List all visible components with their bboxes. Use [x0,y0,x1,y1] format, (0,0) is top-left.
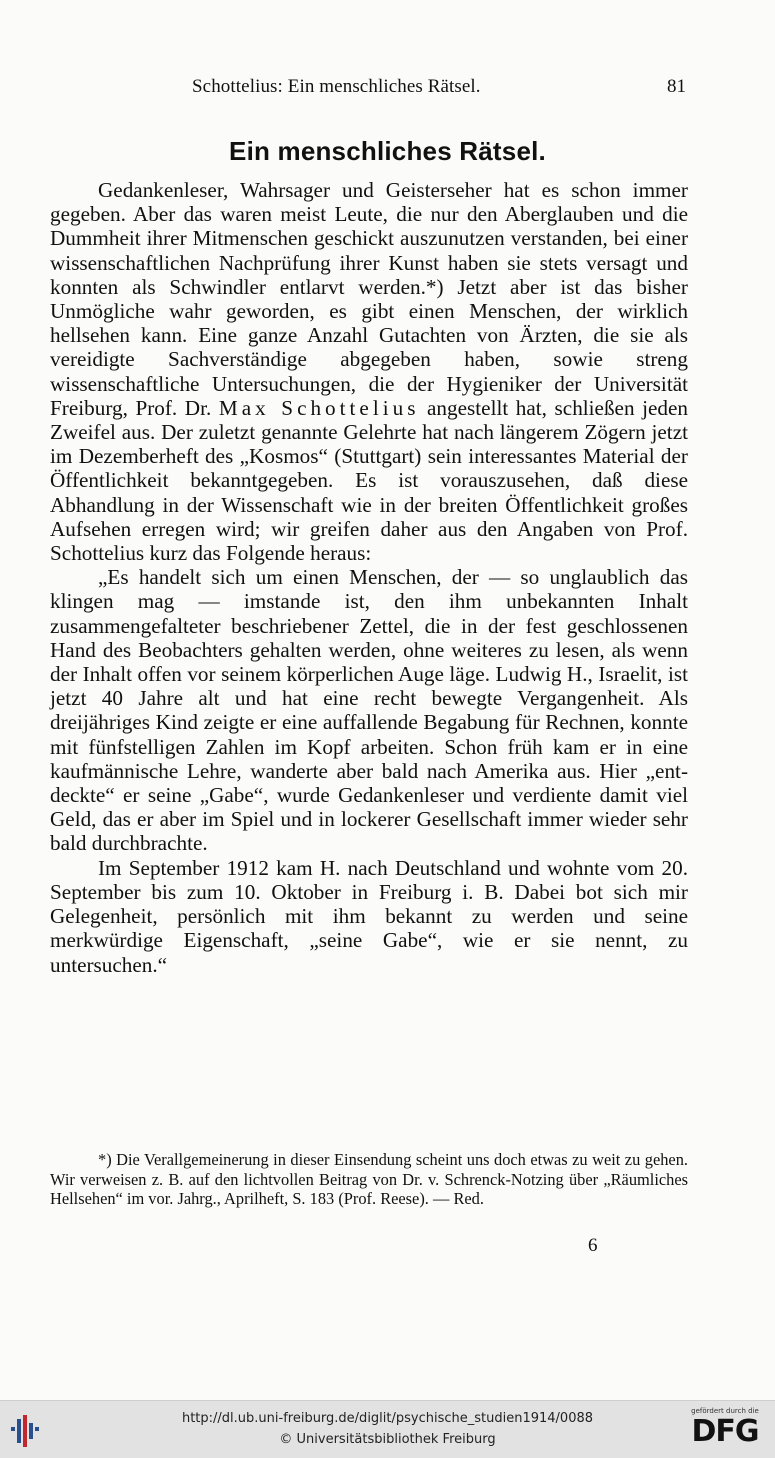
running-title: Schottelius: Ein menschliches Rätsel. [192,76,481,97]
dfg-caption: gefördert durch die [691,1407,759,1415]
dfg-logo: DFG [691,1414,759,1449]
footer-bar [0,1400,775,1458]
spaced-name: Max Schottelius [218,395,420,420]
paragraph-1 [50,178,688,565]
paragraph-2: „Es handelt sich um einen Menschen, der — so unglaublich das klingen mag — imstande ist, den ihm unbekannten Inhalt zusammengefalteter beschriebener Zettel, die in der fest geschlossenen Hand des Beobachters gehalten werden, ohne weiteres zu lesen, als wenn der Inhalt offen vor seinem körperlichen Auge läge. Ludwig H., Israelit, ist jetzt 40 Jahre alt und hat eine recht bewegte Vergangenheit. Als dreijähriges Kind zeigte er eine auffallende Begabung für Rechnen, konnte mit fünfstelligen Zahlen im Kopf arbeiten. Schon früh kam er in eine kaufmännische Lehre, wanderte aber bald nach Amerika aus. Hier „entdeckte“ er seine „Gabe“, wurde Gedankenleser und verdiente damit viel Geld, das er aber im Spiel und in lockerer Gesellschaft immer wieder sehr bald durchbrachte. [50,565,688,856]
footnote-text: *) Die Verallgemeinerung in dieser Einsendung scheint uns doch etwas zu weit zu gehen. Wir verweisen z. B. auf den lichtvollen Beitrag von Dr. v. Schrenck-Notzing über „Räumliches Hellsehen“ im vor. Jahrg., Aprilheft, S. 183 (Prof. Reese). — Red. [50,1150,688,1209]
running-head [50,76,688,100]
paragraph-1-part-b: angestellt hat, schließen jeden Zweifel aus. Der zuletzt genannte Gelehrte hat nach längerem Zögern jetzt im Dezemberheft des „Kosmos“ (Stuttgart) sein interessantes Material der Öffentlichkeit bekanntgegeben. Es ist vorauszusehen, daß diese Abhandlung in der Wissenschaft wie in der breiten Öffentlichkeit großes Aufsehen erregen wird; wir greifen daher aus den Angaben von Prof. Schottelius kurz das Folgende heraus: [50,395,689,566]
article-title: Ein menschliches Rätsel. [229,136,546,166]
dfg-logo-block [680,1407,770,1453]
copyright-notice: © Universitätsbibliothek Freiburg [279,1432,496,1447]
source-url-link[interactable]: http://dl.ub.uni-freiburg.de/diglit/psychische_studien1914/0088 [181,1411,594,1426]
paragraph-3: Im September 1912 kam H. nach Deutschland und wohnte vom 20. September bis zum 10. Oktober in Freiburg i. B. Dabei bot sich mir Gelegenheit, persönlich mit ihm bekannt zu werden und seine merkwürdige Eigenschaft, „seine Gabe“, wie er sie nennt, zu untersuchen.“ [50,855,688,977]
signature-mark: 6 [588,1235,598,1256]
page-number: 81 [667,76,686,97]
paragraph-1-part-a: Gedankenleser, Wahrsager und Geisterseher hat es schon immer gegeben. Aber das waren meist Leute, die nur den Aberglauben und die Dummheit ihrer Mitmenschen geschickt auszunutzen verstanden, bei einer wissenschaftlichen Nachprüfung ihrer Kunst haben sie stets versagt und konnten als Schwindler entlarvt werden.*) Jetzt aber ist das bisher Unmögliche wahr geworden, es gibt einen Menschen, der wirklich hellsehen kann. Eine ganze Anzahl Gutachten von Ärzten, die sie als vereidigte Sachverständige abgegeben haben, sowie streng wissenschaftliche Untersuchungen, die der Hygieniker der Universität Freiburg, Prof. Dr. [50,178,688,420]
article-body [50,178,688,977]
footnote [50,1150,688,1209]
